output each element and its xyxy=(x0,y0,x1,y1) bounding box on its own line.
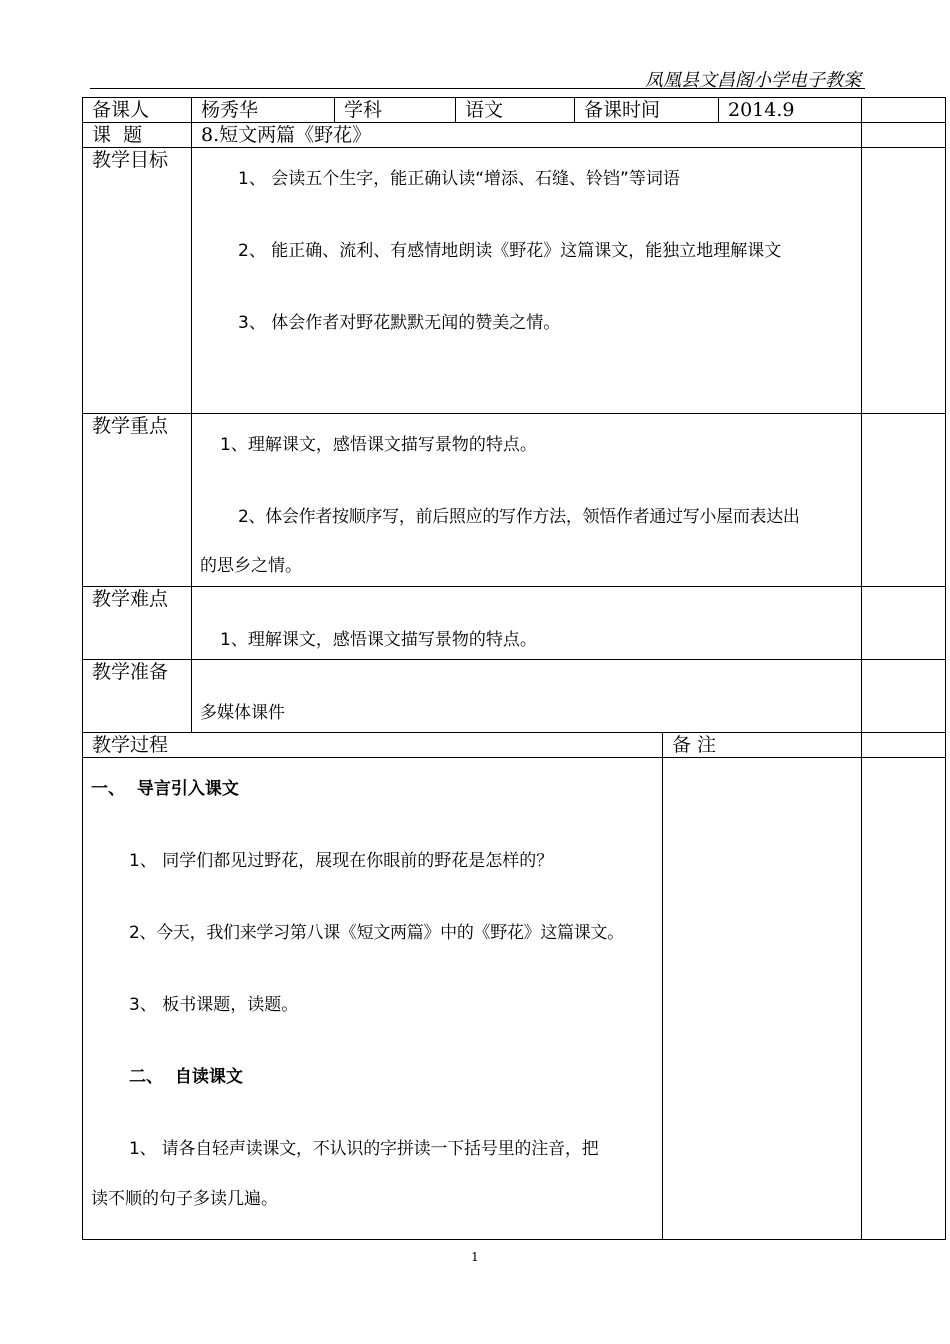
empty-cell xyxy=(862,758,946,1240)
process-line: 2、今天，我们来学习第八课《短文两篇》中的《野花》这篇课文。 xyxy=(129,923,624,943)
notes-content xyxy=(663,758,862,1240)
empty-cell xyxy=(862,660,946,733)
page-number: 1 xyxy=(471,1250,479,1264)
subject-value: 语文 xyxy=(456,98,575,123)
key-point-line: 的思乡之情。 xyxy=(200,556,302,576)
difficulty-line: 1、理解课文，感悟课文描写景物的特点。 xyxy=(220,630,537,650)
notes-label: 备 注 xyxy=(663,733,862,758)
goal-item: 2、 能正确、流利、有感情地朗读《野花》这篇课文，能独立地理解课文 xyxy=(238,241,782,261)
section-title: 二、 自读课文 xyxy=(129,1067,243,1087)
time-label: 备课时间 xyxy=(575,98,719,123)
process-line: 读不顺的句子多读几遍。 xyxy=(91,1189,278,1209)
empty-cell xyxy=(862,98,946,123)
process-line: 1、 同学们都见过野花，展现在你眼前的野花是怎样的？ xyxy=(129,851,554,871)
preparation-content xyxy=(192,660,862,733)
key-point-line: 2、体会作者按顺序写，前后照应的写作方法，领悟作者通过写小屋而表达出 xyxy=(238,507,800,527)
goals-label: 教学目标 xyxy=(83,148,192,414)
preparer-label: 备课人 xyxy=(83,98,192,123)
process-content xyxy=(83,758,663,1240)
empty-cell xyxy=(862,123,946,148)
empty-cell xyxy=(862,414,946,587)
key-points-label: 教学重点 xyxy=(83,414,192,587)
preparation-label: 教学准备 xyxy=(83,660,192,733)
preparation-line: 多媒体课件 xyxy=(200,703,285,723)
process-line: 3、 板书课题，读题。 xyxy=(129,995,299,1015)
page-header xyxy=(90,64,865,89)
topic-value: 8.短文两篇《野花》 xyxy=(192,123,862,148)
empty-cell xyxy=(862,148,946,414)
empty-cell xyxy=(862,733,946,758)
key-points-content xyxy=(192,414,862,587)
preparer-value: 杨秀华 xyxy=(192,98,335,123)
lesson-plan-table xyxy=(82,97,946,1240)
time-value: 2014.9 xyxy=(719,98,862,123)
school-name: 凤凰县文昌阁小学电子教案 xyxy=(645,70,861,91)
process-line: 1、 请各自轻声读课文，不认识的字拼读一下括号里的注音，把 xyxy=(129,1139,599,1159)
difficulties-label: 教学难点 xyxy=(83,587,192,660)
goals-content xyxy=(192,148,862,414)
topic-label: 课 题 xyxy=(83,123,192,148)
difficulties-content xyxy=(192,587,862,660)
goal-item: 1、 会读五个生字，能正确认读“增添、石缝、铃铛”等词语 xyxy=(238,169,680,189)
key-point-line: 1、理解课文，感悟课文描写景物的特点。 xyxy=(220,435,537,455)
subject-label: 学科 xyxy=(335,98,456,123)
goal-item: 3、 体会作者对野花默默无闻的赞美之情。 xyxy=(238,313,561,333)
process-label: 教学过程 xyxy=(83,733,663,758)
section-title: 一、 导言引入课文 xyxy=(91,779,239,799)
empty-cell xyxy=(862,587,946,660)
